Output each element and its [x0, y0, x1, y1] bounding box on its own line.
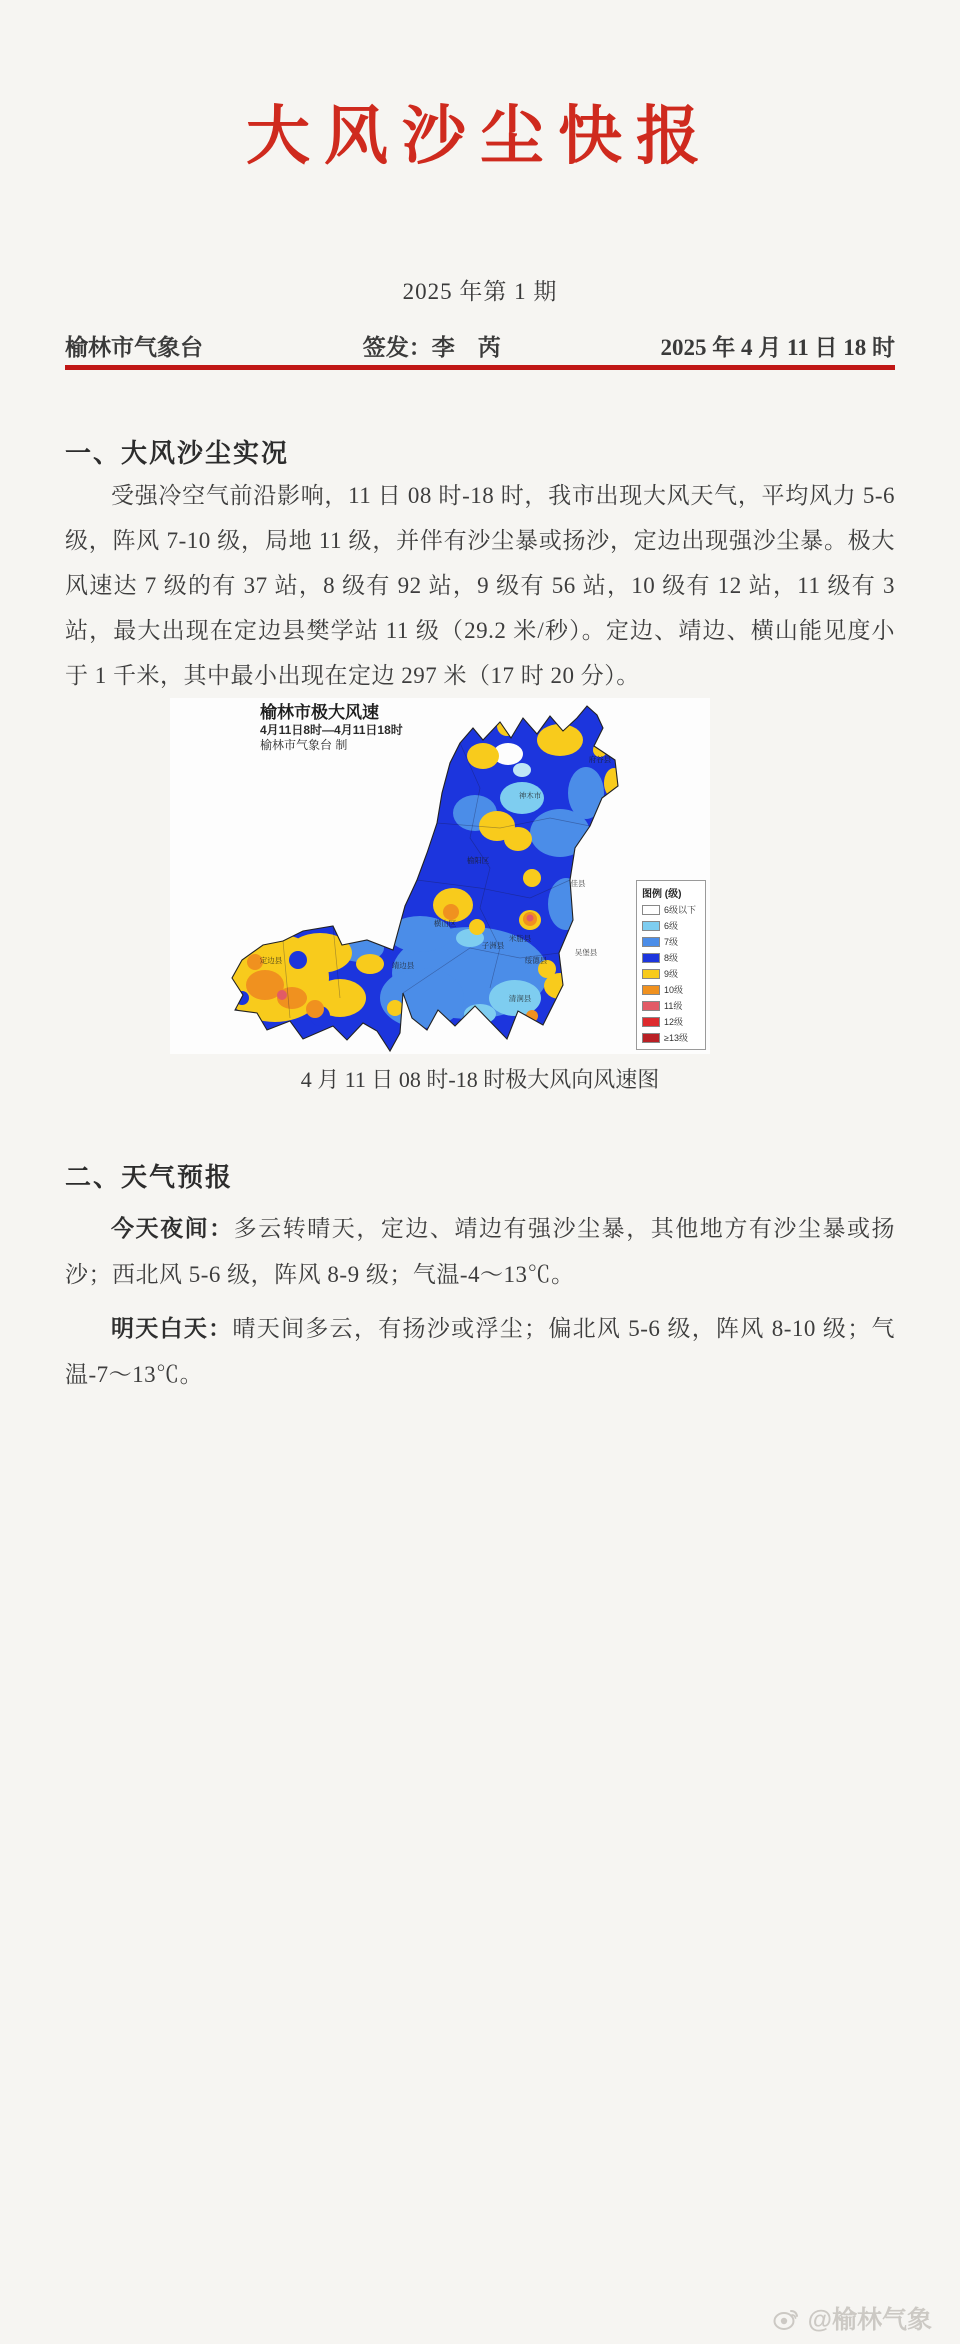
legend-item: [642, 919, 701, 932]
legend-item: [642, 951, 701, 964]
map-county-label: 靖边县: [391, 961, 415, 970]
weibo-icon: [772, 2305, 802, 2331]
section-heading-forecast: 二、天气预报: [65, 1162, 234, 1192]
watermark: [772, 2300, 932, 2336]
map-county-label: 清涧县: [508, 994, 532, 1003]
forecast-tomorrow-text: 晴天间多云，有扬沙或浮尘；偏北风 5-6 级，阵风 8-10 级；气温-7～13℃。: [65, 1316, 895, 1387]
map-subtitle: 4月11日8时—4月11日18时: [260, 723, 403, 737]
map-county-label: 定边县: [259, 956, 283, 965]
legend-rows: [642, 903, 701, 1044]
watermark-text: @榆林气象: [807, 2306, 932, 2334]
legend-label: 9级: [664, 969, 679, 979]
map-county-label: 榆阳区: [466, 856, 490, 865]
legend-item: [642, 983, 701, 996]
forecast-tomorrow-paragraph: [65, 1306, 895, 1398]
forecast-tonight-text: 多云转晴天，定边、靖边有强沙尘暴，其他地方有沙尘暴或扬沙；西北风 5-6 级，阵风 8-9 级；气温-4～13℃。: [65, 1216, 896, 1287]
forecast-tonight-label: 今天夜间：: [111, 1216, 234, 1241]
map-title-block: [260, 702, 403, 753]
legend-label: 6级以下: [664, 905, 697, 915]
map-county-label: 吴堡县: [574, 948, 598, 957]
legend-item: [642, 967, 701, 980]
map-caption: 4 月 11 日 08 时-18 时极大风向风速图: [300, 1067, 660, 1092]
legend-swatch: [642, 985, 660, 995]
document-body: [0, 102, 960, 1398]
legend-swatch: [642, 1033, 660, 1043]
issuer-signature: 签发：李 芮: [362, 335, 501, 360]
legend-label: ≥13级: [664, 1033, 688, 1043]
map-credit: 榆林市气象台 制: [260, 738, 348, 752]
issue-line: 2025 年第 1 期: [402, 279, 558, 304]
map-county-label: 米脂县: [508, 934, 532, 943]
legend-item: [642, 999, 701, 1012]
legend-swatch: [642, 921, 660, 931]
wind-speed-map-figure: [170, 698, 710, 1054]
map-county-label: 子洲县: [481, 941, 505, 950]
legend-item: [642, 1031, 701, 1044]
legend-label: 6级: [664, 921, 679, 931]
legend-label: 11级: [664, 1001, 683, 1011]
bulletin-page: [0, 102, 960, 2344]
legend-swatch: [642, 969, 660, 979]
legend-item: [642, 903, 701, 916]
agency-name: 榆林市气象台: [65, 335, 203, 360]
legend-label: 10级: [664, 985, 684, 995]
red-divider-rule: [65, 365, 895, 370]
map-county-label: 神木市: [518, 791, 542, 800]
wind-speed-map: [170, 698, 710, 1054]
legend-swatch: [642, 953, 660, 963]
realtime-paragraph: 受强冷空气前沿影响，11 日 08 时-18 时，我市出现大风天气，平均风力 5-6 级，阵风 7-10 级，局地 11 级，并伴有沙尘暴或扬沙，定边出现强沙尘暴。极大风速达 7 级的有 37 站，8 级有 92 站，9 级有 56 站，10 级有 12 站，11 级有 3 站，最大出现在定边县樊学站 11 级（29.2 米/秒）。定边、靖边、横山能见度小于 1 千米，其中最小出现在定边 297 米（17 时 20 分）。: [65, 483, 895, 688]
legend-item: [642, 1015, 701, 1028]
legend-label: 8级: [664, 953, 679, 963]
document-header-row: [65, 334, 895, 362]
legend-swatch: [642, 1001, 660, 1011]
map-county-label: 府谷县: [588, 755, 612, 764]
forecast-tomorrow-label: 明天白天：: [111, 1316, 233, 1341]
page-title: 大风沙尘快报: [246, 101, 714, 172]
legend-swatch: [642, 1017, 660, 1027]
map-legend: [636, 880, 706, 1050]
issue-datetime: 2025 年 4 月 11 日 18 时: [660, 335, 895, 360]
legend-label: 7级: [664, 937, 679, 947]
map-county-label: 横山区: [433, 919, 457, 928]
map-title: 榆林市极大风速: [260, 703, 379, 722]
forecast-tonight-paragraph: [65, 1206, 895, 1298]
map-county-label: 佳县: [570, 879, 586, 888]
legend-label: 12级: [664, 1017, 684, 1027]
section-heading-realtime: 一、大风沙尘实况: [65, 438, 290, 468]
legend-title: 图例 (级): [642, 889, 682, 900]
legend-swatch: [642, 905, 660, 915]
legend-swatch: [642, 937, 660, 947]
map-county-label: 绥德县: [524, 956, 548, 965]
legend-item: [642, 935, 701, 948]
